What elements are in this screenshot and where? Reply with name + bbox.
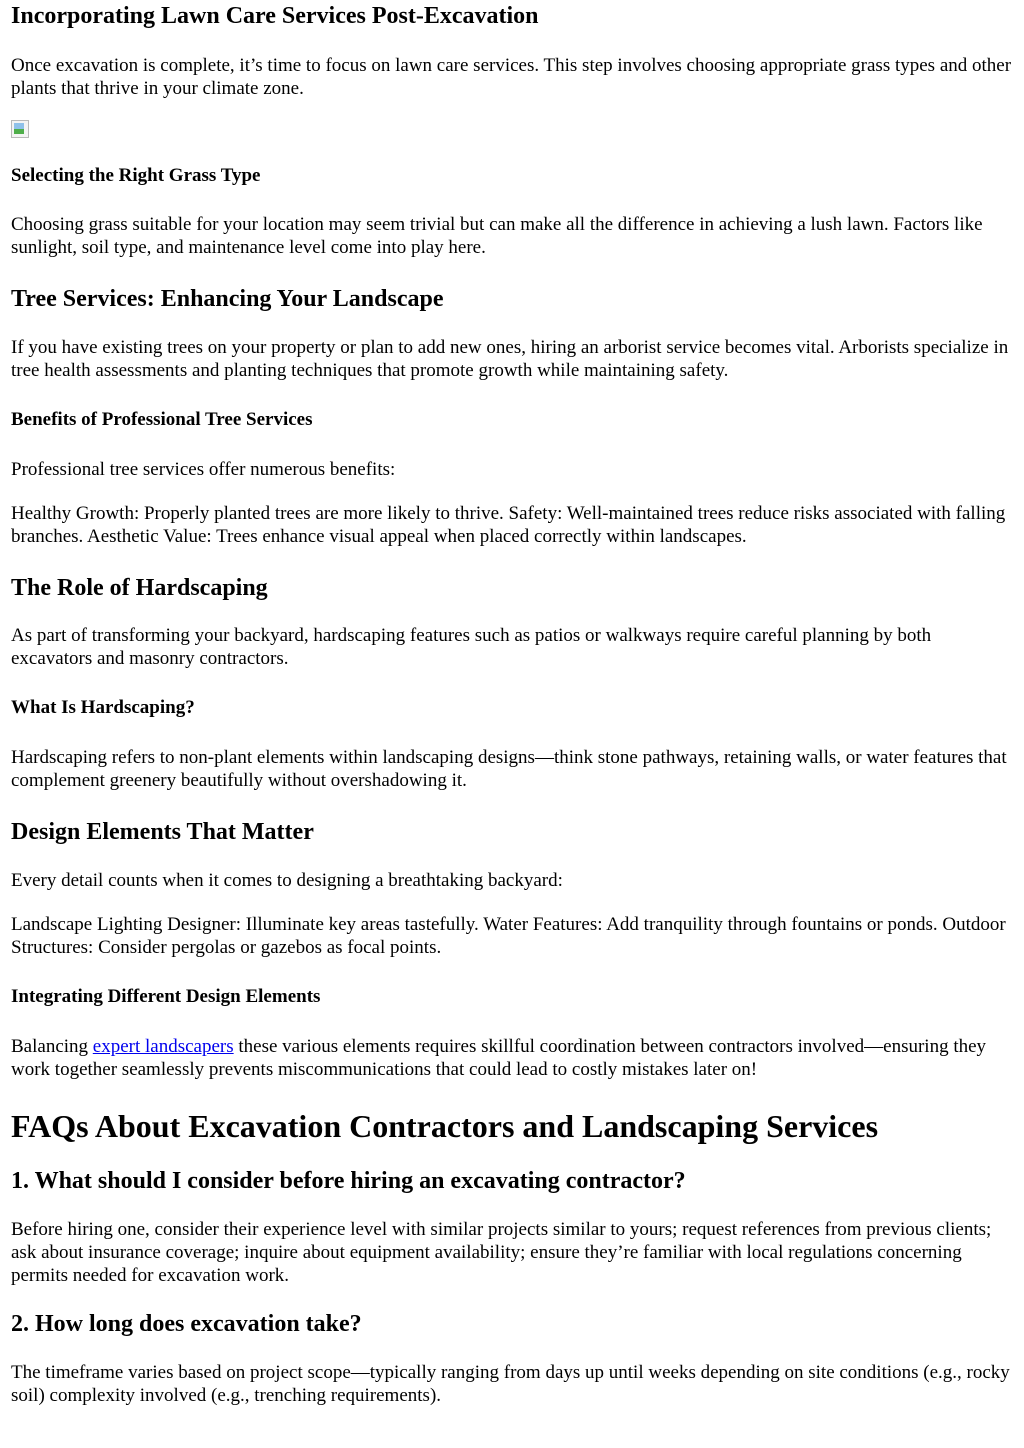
paragraph-tree-benefits-intro: Professional tree services offer numerous benefits: <box>11 459 396 480</box>
faq-answer-1: Before hiring one, consider their experience level with similar projects similar to yours; request references from previous clients; ask about insurance coverage; inquire about equipment availability; ensure they’re familiar with local regulations concerning permits needed for excavation work. <box>11 1219 992 1286</box>
article <box>11 2 1013 1407</box>
paragraph-integrating <box>11 1035 1013 1081</box>
expert-landscapers-link[interactable]: expert landscapers <box>92 1036 234 1057</box>
heading-what-is-hardscaping: What Is Hardscaping? <box>11 697 195 718</box>
paragraph-what-is-hardscaping: Hardscaping refers to non-plant elements within landscaping designs—think stone pathways, retaining walls, or water features that complement greenery beautifully without overshadowing it. <box>11 747 1007 791</box>
paragraph-integrating-start: Balancing <box>11 1036 93 1057</box>
faq-answer-2: The timeframe varies based on project scope—typically ranging from days up until weeks depending on site conditions (e.g., rocky soil) complexity involved (e.g., trenching requirements). <box>11 1362 1010 1406</box>
heading-tree-benefits: Benefits of Professional Tree Services <box>11 409 313 430</box>
broken-image-icon <box>11 120 31 140</box>
heading-hardscaping: The Role of Hardscaping <box>11 575 268 601</box>
faq-question-1: 1. What should I consider before hiring an excavating contractor? <box>11 1168 686 1194</box>
paragraph-grass-type: Choosing grass suitable for your location may seem trivial but can make all the difference in achieving a lush lawn. Factors like sunlight, soil type, and maintenance level come into play here. <box>11 214 983 258</box>
paragraph-tree-benefits-list: Healthy Growth: Properly planted trees are more likely to thrive. Safety: Well-maintained trees reduce risks associated with falling branches. Aesthetic Value: Trees enhance visual appeal when placed correctly within landscapes. <box>11 503 1006 547</box>
paragraph-tree-services: If you have existing trees on your property or plan to add new ones, hiring an arborist service becomes vital. Arborists specialize in tree health assessments and planting techniques that promote growth while maintaining safety. <box>11 337 1009 381</box>
broken-image <box>11 120 1013 142</box>
paragraph-design-list: Landscape Lighting Designer: Illuminate key areas tastefully. Water Features: Add tranquility through fountains or ponds. Outdoor Structures: Consider pergolas or gazebos as focal points. <box>11 914 1006 958</box>
paragraph-hardscaping: As part of transforming your backyard, hardscaping features such as patios or walkways require careful planning by both excavators and masonry contractors. <box>11 625 932 669</box>
paragraph-lawn-care: Once excavation is complete, it’s time to focus on lawn care services. This step involves choosing appropriate grass types and other plants that thrive in your climate zone. <box>11 55 1012 99</box>
heading-design-elements: Design Elements That Matter <box>11 819 314 845</box>
heading-lawn-care: Incorporating Lawn Care Services Post-Excavation <box>11 3 539 29</box>
heading-integrating: Integrating Different Design Elements <box>11 986 321 1007</box>
heading-grass-type: Selecting the Right Grass Type <box>11 165 261 186</box>
paragraph-design-intro: Every detail counts when it comes to designing a breathtaking backyard: <box>11 870 563 891</box>
heading-tree-services: Tree Services: Enhancing Your Landscape <box>11 286 444 312</box>
paragraph-integrating-end: these various elements requires skillful coordination between contractors involved—ensuring they work together seamlessly prevents miscommunications that could lead to costly mistakes later on! <box>11 1036 987 1080</box>
heading-faqs: FAQs About Excavation Contractors and Landscaping Services <box>11 1108 879 1144</box>
faq-question-2: 2. How long does excavation take? <box>11 1311 362 1337</box>
